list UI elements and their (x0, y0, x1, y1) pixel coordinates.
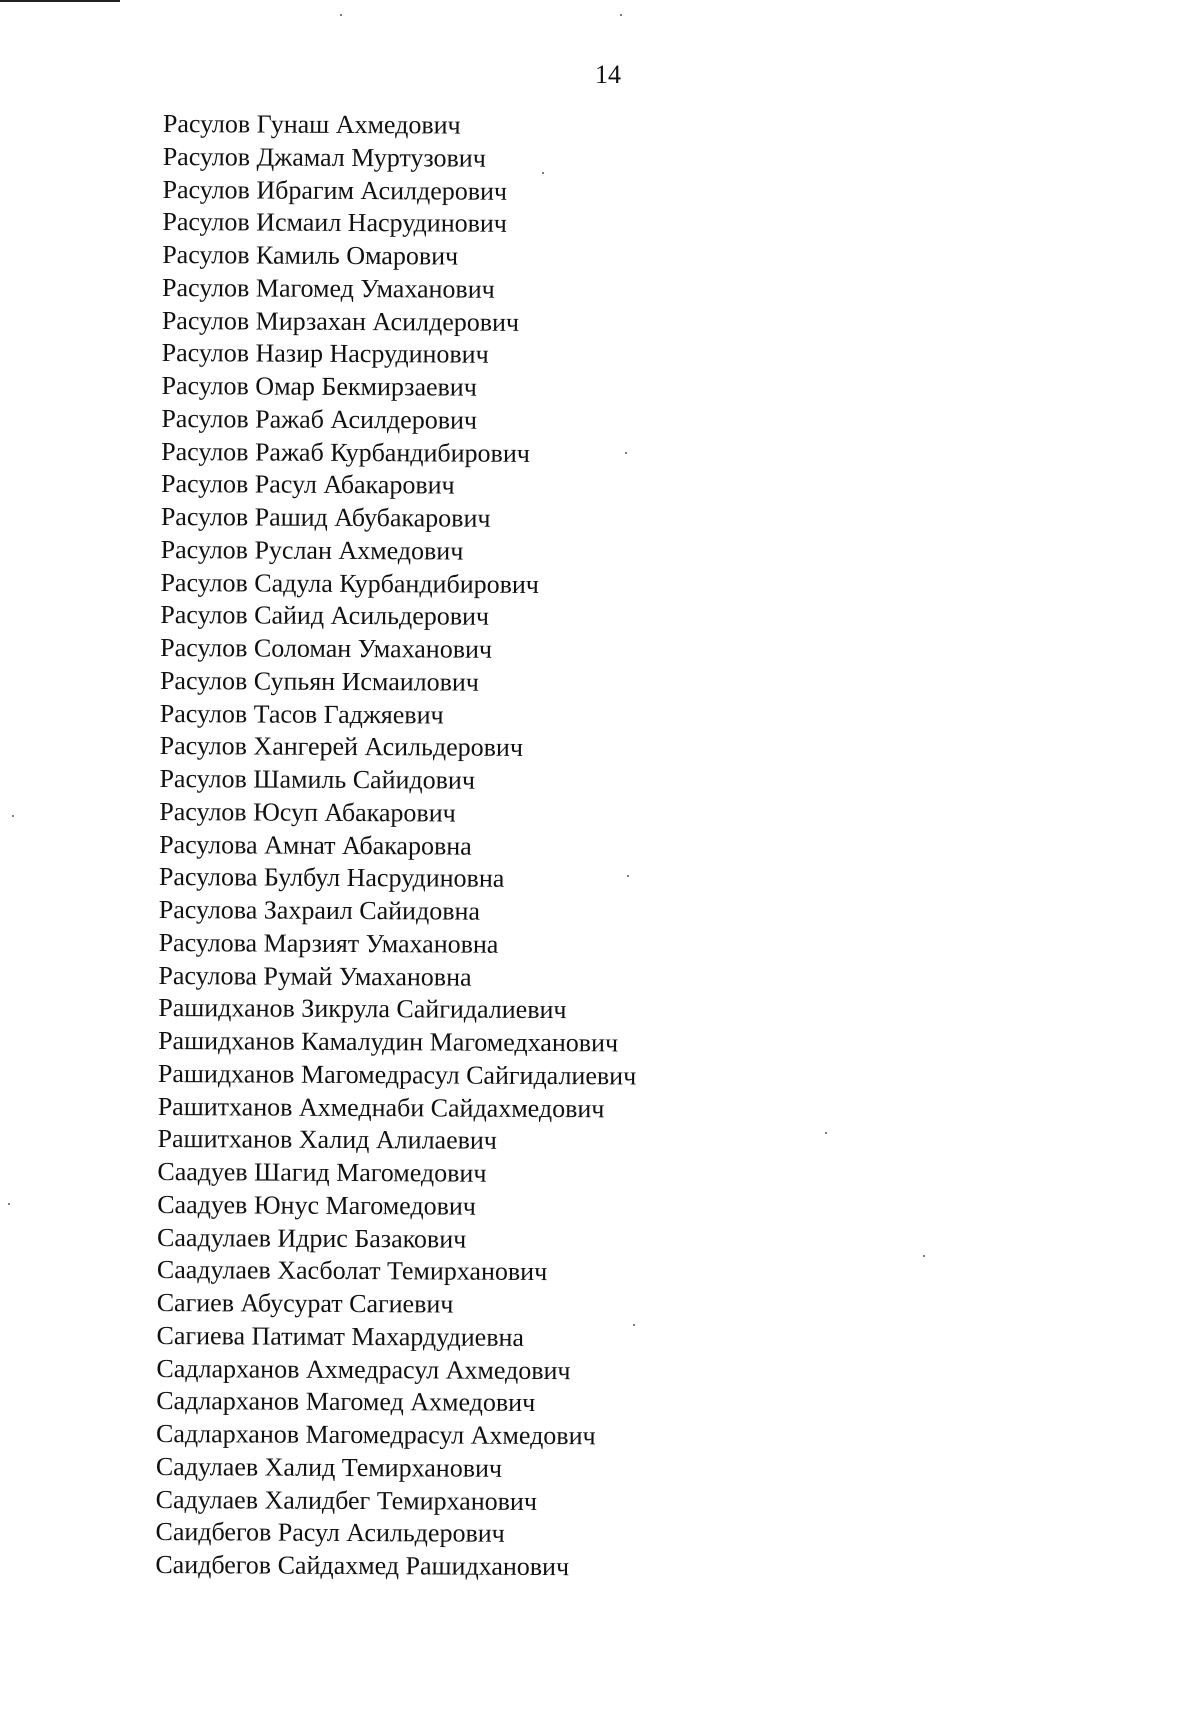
list-item: Расулов Сайид Асильдерович (160, 600, 490, 631)
list-item: Расулов Омар Бекмирзаевич (161, 370, 477, 402)
list-item: Садларханов Магомедрасул Ахмедович (155, 1418, 596, 1451)
list-item: Расулов Хангерей Асильдерович (159, 731, 524, 763)
scan-speck (12, 815, 14, 817)
scan-speck (620, 14, 622, 16)
scan-speck (8, 1203, 10, 1205)
list-item: Расулов Гунаш Ахмедович (162, 108, 461, 140)
list-item: Садулаев Халидбег Темирханович (155, 1484, 538, 1516)
list-item: Саадулаев Идрис Базакович (157, 1222, 467, 1254)
scan-speck (923, 1255, 925, 1257)
list-item: Саадуев Юнус Магомедович (157, 1189, 476, 1221)
scan-speck (825, 1132, 827, 1134)
list-item: Садларханов Магомед Ахмедович (156, 1386, 536, 1418)
page-number: 14 (595, 60, 621, 89)
list-item: Расулов Соломан Умаханович (160, 632, 493, 664)
list-item: Расулов Ражаб Курбандибирович (161, 436, 530, 468)
list-item: Расулова Амнат Абакаровна (159, 829, 472, 861)
list-item: Расулов Ибрагим Асилдерович (162, 174, 508, 206)
list-item: Саидбегов Расул Асильдерович (155, 1517, 505, 1549)
scan-speck (625, 452, 627, 454)
list-item: Расулов Юсуп Абакарович (159, 796, 456, 828)
list-item: Расулов Джамал Муртузович (162, 141, 486, 173)
list-item: Сагиева Патимат Махардудиевна (156, 1320, 525, 1352)
list-item: Садулаев Халид Темирханович (155, 1451, 503, 1483)
list-item: Расулов Исмаил Насрудинович (162, 207, 508, 239)
list-item: Саадуев Шагид Магомедович (157, 1156, 487, 1188)
list-item: Расулов Рашид Абубакарович (160, 501, 491, 533)
list-item: Рашидханов Магомедрасул Сайгидалиевич (157, 1058, 637, 1091)
list-item: Расулова Булбул Насрудиновна (158, 862, 505, 894)
scan-speck (340, 14, 342, 16)
scan-speck (633, 1324, 635, 1326)
list-item: Расулов Назир Насрудинович (161, 338, 489, 369)
list-item: Рашидханов Зикрула Сайгидалиевич (158, 993, 567, 1025)
list-item: Расулов Расул Абакарович (160, 469, 455, 500)
scan-speck (627, 875, 629, 877)
list-item: Садларханов Ахмедрасул Ахмедович (156, 1353, 571, 1385)
list-item: Расулов Камиль Омарович (162, 239, 459, 271)
list-item: Расулова Марзият Умахановна (158, 927, 499, 959)
scan-edge-line (0, 0, 120, 2)
list-item: Саидбегов Сайдахмед Рашидханович (155, 1549, 570, 1582)
scan-speck (542, 172, 544, 174)
list-item: Расулов Супьян Исмаилович (159, 665, 480, 697)
list-item: Расулова Румай Умахановна (158, 960, 472, 992)
list-item: Расулов Магомед Умаханович (161, 272, 495, 304)
list-item: Саадулаев Хасболат Темирханович (156, 1255, 548, 1287)
list-item: Рашидханов Камалудин Магомедханович (158, 1025, 619, 1058)
list-item: Расулов Руслан Ахмедович (160, 534, 464, 566)
list-item: Расулова Захраил Сайидовна (158, 894, 481, 926)
list-item: Сагиев Абусурат Сагиевич (156, 1287, 454, 1319)
list-item: Расулов Ражаб Асилдерович (161, 403, 478, 435)
list-item: Расулов Садула Курбандибирович (160, 567, 540, 599)
list-item: Рашитханов Халид Алилаевич (157, 1124, 498, 1156)
list-item: Расулов Мирзахан Асилдерович (161, 305, 520, 337)
list-item: Расулов Тасов Гаджяевич (159, 698, 444, 729)
list-item: Рашитханов Ахмеднаби Сайдахмедович (157, 1091, 605, 1123)
list-item: Расулов Шамиль Сайидович (159, 763, 476, 795)
name-list (155, 108, 641, 1584)
